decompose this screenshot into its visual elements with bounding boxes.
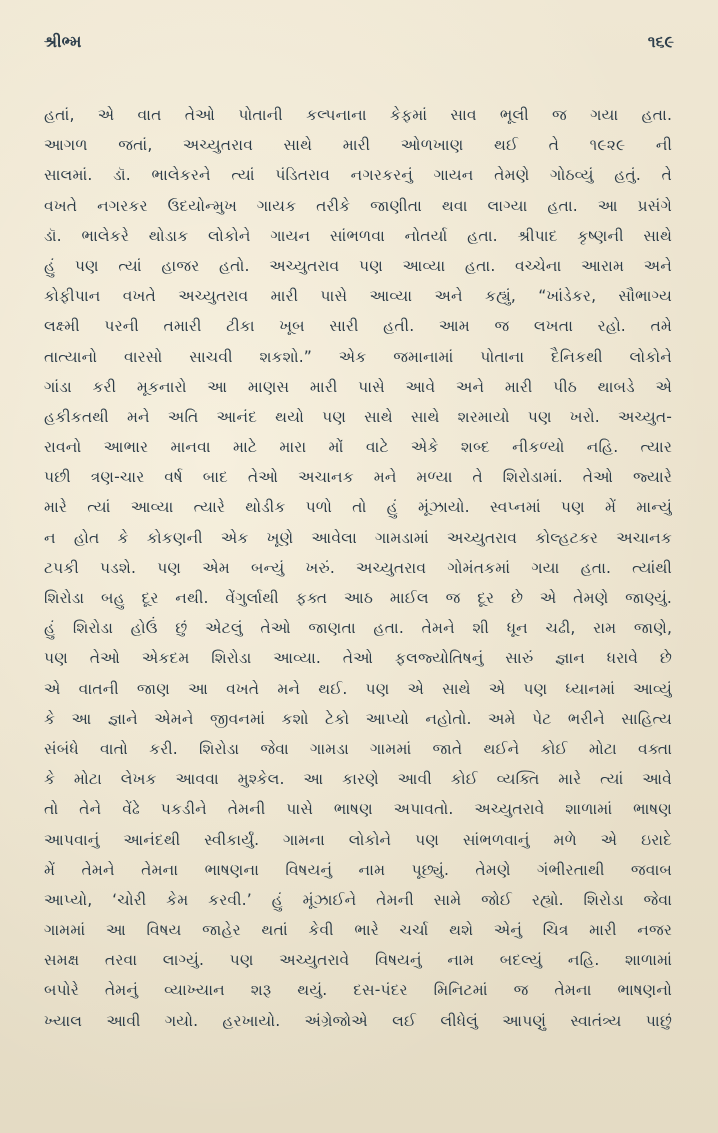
text-line: ખ્યાલ આવી ગયો. હરખાયો. અંગ્રેજોએ લઈ લીધેલું આપણું સ્વાતંત્ર્ય પાછું [44, 1011, 672, 1030]
text-line: પણ તેઓ એકદમ શિરોડા આવ્યા. તેઓ ફલજ્યોતિષનું સારું જ્ઞાન ધરાવે છે [44, 649, 672, 668]
text-line: સમક્ષ તરવા લાગ્યું. પણ અચ્યુતરાવે વિષયનું નામ બદલ્યું નહિ. શાળામાં [44, 951, 672, 970]
text-line: એ વાતની જાણ આ વખતે મને થઈ. પણ એ સાથે એ પણ ધ્યાનમાં આવ્યું [44, 679, 672, 698]
text-line: સાલમાં. ડૉ. ભાલેકરને ત્યાં પંડિતરાવ નગરકરનું ગાયન તેમણે ગોઠવ્યું હતું. તે [44, 166, 672, 185]
text-line: હકીકતથી મને અતિ આનંદ થયો પણ સાથે સાથે શરમાયો પણ ખરો. અચ્યુત- [44, 407, 672, 426]
text-line: તાત્યાનો વારસો સાચવી શકશો.” એક જમાનામાં પોતાના દૈનિકથી લોકોને [44, 347, 672, 366]
text-line: તો તેને વેંઢે પકડીને તેમની પાસે ભાષણ અપાવતો. અચ્યુતરાવે શાળામાં ભાષણ [44, 800, 672, 819]
text-line: કે આ જ્ઞાને એમને જીવનમાં કશો ટેકો આપ્યો નહોતો. અમે પેટ ભરીને સાહિત્ય [44, 709, 672, 728]
text-line: શિરોડા બહુ દૂર નથી. વેંગુર્લાથી ફક્ત આઠ માઈલ જ દૂર છે એ તેમણે જાણ્યું. [44, 589, 672, 607]
text-line: મેં તેમને તેમના ભાષણના વિષયનું નામ પૂછ્યું. તેમણે ગંભીરતાથી જવાબ [44, 860, 672, 879]
text-line: હતાં, એ વાત તેઓ પોતાની કલ્પનાના કેફમાં સાવ ભૂલી જ ગયા હતા. [44, 106, 672, 124]
page-header [44, 32, 674, 60]
text-line: રાવનો આભાર માનવા માટે મારા મોં વાટે એકે શબ્દ નીકળ્યો નહિ. ત્યાર [44, 438, 672, 457]
text-line: બપોરે તેમનું વ્યાખ્યાન શરૂ થયું. દસ-પંદર મિનિટમાં જ તેમના ભાષણનો [44, 981, 672, 1000]
text-line: કે મોટા લેખક આવવા મુશ્કેલ. આ કારણે આવી કોઈ વ્યક્તિ મારે ત્યાં આવે [44, 770, 672, 789]
text-line: વખતે નગરકર ઉદયોન્મુખ ગાયક તરીકે જાણીતા થવા લાગ્યા હતા. આ પ્રસંગે [44, 196, 672, 215]
text-line: ગામમાં આ વિષય જાહેર થતાં કેવી ભારે ચર્ચા થશે એનું ચિત્ર મારી નજર [44, 921, 672, 940]
text-line: પછી ત્રણ-ચાર વર્ષ બાદ તેઓ અચાનક મને મળ્યા તે શિરોડામાં. તેઓ જ્યારે [44, 468, 672, 487]
text-line: ડૉ. ભાલેકરે થોડાક લોકોને ગાયન સાંભળવા નોતર્યા હતા. શ્રીપાદ કૃષ્ણની સાથે [44, 226, 672, 245]
page-number: ૧૬૯ [647, 32, 674, 51]
text-line: આપવાનું આનંદથી સ્વીકાર્યું. ગામના લોકોને પણ સાંભળવાનું મળે એ ઇરાદે [44, 830, 672, 849]
text-line: હું પણ ત્યાં હાજર હતો. અચ્યુતરાવ પણ આવ્યા હતા. વચ્ચેના આરામ અને [44, 256, 672, 275]
running-head: શ્રીભ્મ [44, 32, 82, 51]
text-line: મારે ત્યાં આવ્યા ત્યારે થોડીક પળો તો હું મૂંઝાયો. સ્વપ્નમાં પણ મેં માન્યું [44, 498, 672, 517]
text-line: આપ્યો, ‘ચોરી કેમ કરવી.’ હું મૂંઝાઈને તેમની સામે જોઈ રહ્યો. શિરોડા જેવા [44, 890, 672, 909]
text-line: લક્ષ્મી પરની તમારી ટીકા ખૂબ સારી હતી. આમ જ લખતા રહો. તમે [44, 317, 672, 336]
text-line: આગળ જતાં, અચ્યુતરાવ સાથે મારી ઓળખાણ થઈ તે ૧૯૨૯ ની [44, 136, 672, 155]
text-line: ગાંડા કરી મૂકનારો આ માણસ મારી પાસે આવે અને મારી પીઠ થાબડે એ [44, 377, 672, 396]
text-line: ન હોત કે કોકણની એક ખૂણે આવેલા ગામડામાં અચ્યુતરાવ કોલ્હટકર અચાનક [44, 528, 672, 547]
text-line: હું શિરોડા હોઉં છું એટલું તેઓ જાણતા હતા. તેમને શી ધૂન ચઢી, રામ જાણે, [44, 619, 672, 638]
text-line: કોફીપાન વખતે અચ્યુતરાવ મારી પાસે આવ્યા અને કહ્યું, “ખાંડેકર, સૌભાગ્ય [44, 287, 672, 306]
text-line: ટપકી પડશે. પણ એમ બન્યું ખરું. અચ્યુતરાવ ગોમંતકમાં ગયા હતા. ત્યાંથી [44, 558, 672, 577]
text-line: સંબંધે વાતો કરી. શિરોડા જેવા ગામડા ગામમાં જાતે થઈને કોઈ મોટા વક્તા [44, 739, 672, 758]
body-paragraph [44, 100, 672, 1036]
